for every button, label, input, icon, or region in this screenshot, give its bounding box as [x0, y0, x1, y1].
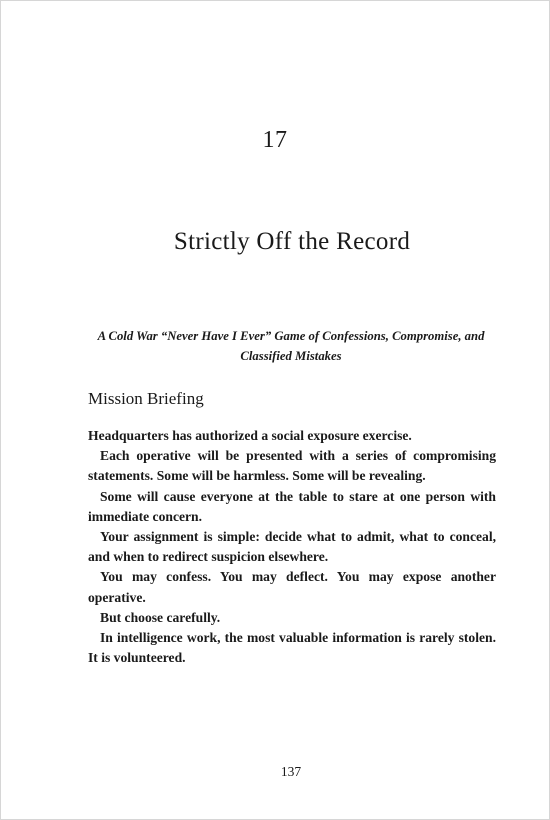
chapter-subtitle-line-2: Classified Mistakes — [240, 349, 342, 363]
section-heading: Mission Briefing — [88, 389, 204, 408]
paragraph: Some will cause everyone at the table to stare at one person with immediate concern. — [88, 488, 496, 524]
paragraph: Headquarters has authorized a social exposure exercise. — [88, 428, 412, 443]
chapter-subtitle-line-1: A Cold War “Never Have I Ever” Game of Confessions, Compromise, and — [97, 329, 485, 343]
page-number: 137 — [280, 764, 302, 779]
body-text — [88, 426, 496, 668]
paragraph: Your assignment is simple: decide what to admit, what to conceal, and when to redirect suspicion elsewhere. — [88, 529, 496, 565]
paragraph: In intelligence work, the most valuable information is rarely stolen. It is volunteered. — [88, 630, 496, 666]
paragraph: But choose carefully. — [100, 609, 221, 625]
chapter-subtitle — [84, 326, 498, 366]
chapter-number: 17 — [262, 127, 288, 153]
paragraph: Each operative will be presented with a series of compromising statements. Some will be harmless. Some will be revealing. — [88, 448, 496, 484]
paragraph: You may confess. You may deflect. You may expose another operative. — [88, 569, 496, 605]
chapter-title: Strictly Off the Record — [173, 228, 411, 255]
